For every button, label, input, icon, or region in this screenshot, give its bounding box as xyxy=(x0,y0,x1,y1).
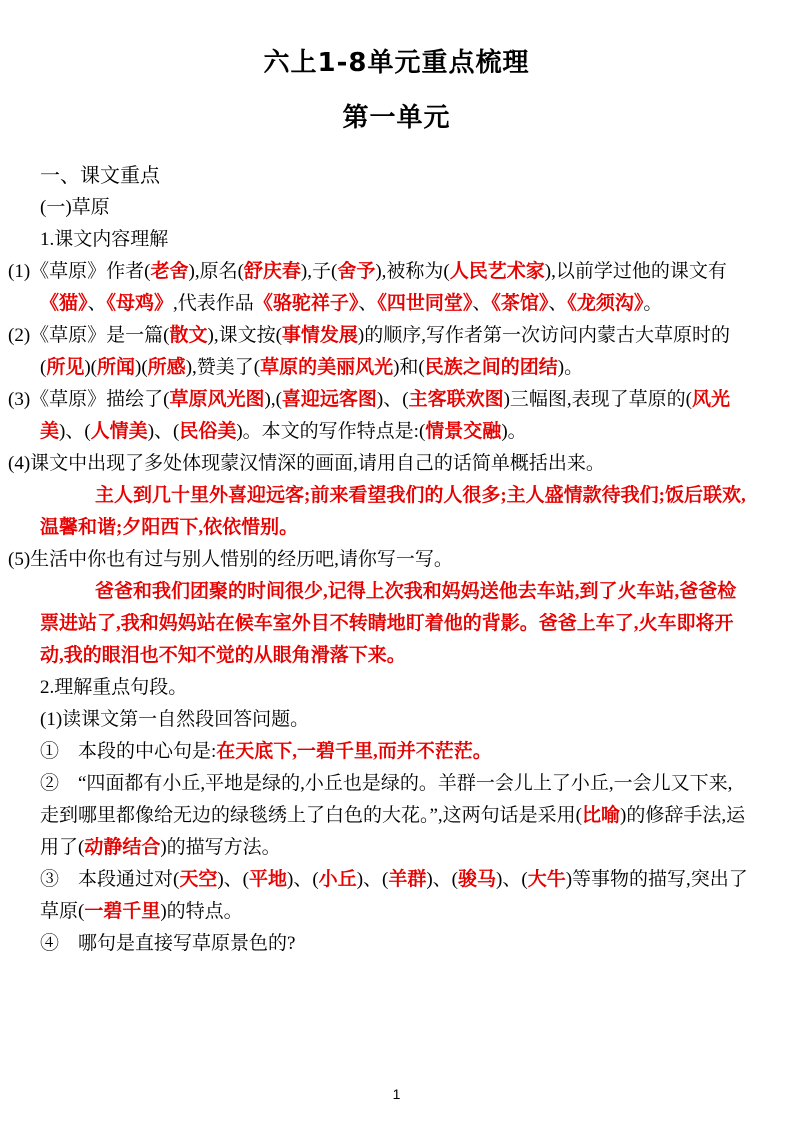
highlighted-answer-text: 风光美 xyxy=(40,389,731,442)
highlighted-answer-text: 一碧千里 xyxy=(84,901,161,922)
highlighted-answer-text: 主人到几十里外喜迎远客;前来看望我们的人很多;主人盛情款待我们;饭后联欢,温馨和谐;夕阳西下,依依惜别。 xyxy=(40,485,746,538)
body-text: ③ 本段通过对( xyxy=(40,869,180,890)
body-text: ② “四面都有小丘,平地是绿的,小丘也是绿的。羊群一会儿上了小丘,一会儿又下来,走到哪里都像给无边的绿毯绣上了白色的大花。”,这两句话是采用( xyxy=(40,773,733,826)
body-text: )、( xyxy=(217,869,249,890)
body-text: 、 xyxy=(548,293,568,314)
body-text: )和( xyxy=(393,357,425,378)
body-text: ),( xyxy=(264,389,282,410)
body-text: (4)课文中出现了多处体现蒙汉情深的画面,请用自己的话简单概括出来。 xyxy=(8,453,605,474)
highlighted-answer-text: 所闻 xyxy=(97,357,136,378)
subitem-rhetoric xyxy=(40,768,749,864)
subitem-direct-scenery-question xyxy=(40,928,749,960)
highlighted-answer-text: 民俗美 xyxy=(179,421,237,442)
highlighted-answer-text: 平地 xyxy=(249,869,288,890)
body-text: )。 xyxy=(501,421,527,442)
highlighted-answer-text: 《龙须沟》 xyxy=(567,293,644,314)
document-body xyxy=(8,160,749,960)
section-heading-kewen-zhongdian xyxy=(40,160,749,192)
body-text: (5)生活中你也有过与别人惜别的经历吧,请你写一写。 xyxy=(8,549,453,570)
para-read-first-paragraph xyxy=(40,704,749,736)
document-title: 六上1-8单元重点梳理 xyxy=(263,48,530,78)
highlighted-answer-text: 事情发展 xyxy=(281,325,358,346)
body-text: ),赞美了( xyxy=(185,357,261,378)
body-text: ),课文按( xyxy=(207,325,282,346)
body-text: )、( xyxy=(147,421,180,442)
para-three-pictures xyxy=(8,384,749,448)
body-text: 、 xyxy=(87,293,107,314)
highlighted-answer-text: 在天底下,一碧千里,而并不茫茫。 xyxy=(216,741,492,762)
body-text: ),以前学过他的课文有 xyxy=(544,261,727,282)
answer-farewell-experience xyxy=(40,576,749,672)
highlighted-answer-text: 喜迎远客图 xyxy=(281,389,377,410)
body-text: )、( xyxy=(287,869,319,890)
body-text: )、( xyxy=(426,869,459,890)
body-text: )的特点。 xyxy=(160,901,243,922)
body-text: 、 xyxy=(472,293,492,314)
body-text: )、( xyxy=(376,389,409,410)
body-text: )等事物的描写,突出了草原( xyxy=(40,869,748,922)
highlighted-answer-text: 《茶馆》 xyxy=(491,293,549,314)
body-text: ① 本段的中心句是: xyxy=(40,741,217,762)
highlighted-answer-text: 天空 xyxy=(179,869,218,890)
body-text: ),原名( xyxy=(188,261,244,282)
highlighted-answer-text: 草原的美丽风光 xyxy=(260,357,394,378)
highlighted-answer-text: 主客联欢图 xyxy=(408,389,504,410)
para-genre-structure xyxy=(8,320,749,384)
answer-menghan-scenes xyxy=(40,480,749,544)
body-text: )的修辞手法,运用了( xyxy=(40,805,746,858)
subsection-heading-caoyuan xyxy=(40,192,749,224)
unit-heading: 第一单元 xyxy=(342,103,451,133)
body-text: )、( xyxy=(496,869,528,890)
highlighted-answer-text: 《骆驼祥子》 xyxy=(253,293,359,314)
highlighted-answer-text: 舒庆春 xyxy=(243,261,301,282)
body-text: 1.课文内容理解 xyxy=(40,229,169,250)
body-text: )的描写方法。 xyxy=(160,837,281,858)
para-question-farewell xyxy=(8,544,749,576)
highlighted-answer-text: 人情美 xyxy=(90,421,148,442)
body-text: 、 xyxy=(358,293,378,314)
subitem-central-sentence xyxy=(40,736,749,768)
body-text: (2)《草原》是一篇( xyxy=(8,325,170,346)
body-text: )三幅图,表现了草原的( xyxy=(503,389,692,410)
highlighted-answer-text: 羊群 xyxy=(388,869,427,890)
highlighted-answer-text: 老舍 xyxy=(150,261,189,282)
highlighted-answer-text: 民族之间的团结 xyxy=(424,357,558,378)
highlighted-answer-text: 爸爸和我们团聚的时间很少,记得上次我和妈妈送他去车站,到了火车站,爸爸检票进站了,我和妈妈站在候车室外目不转睛地盯着他的背影。爸爸上车了,火车即将开动,我的眼泪也不知不觉的从眼角滑落下来。 xyxy=(40,581,737,666)
highlighted-answer-text: 动静结合 xyxy=(84,837,161,858)
highlighted-answer-text: 人民艺术家 xyxy=(449,261,545,282)
body-text: )的顺序,写作者第一次访问内蒙古大草原时的( xyxy=(40,325,731,378)
body-text: (1)读课文第一自然段回答问题。 xyxy=(40,709,310,730)
para-author-info xyxy=(8,256,749,320)
page-number: 1 xyxy=(392,1086,401,1102)
item-heading-key-sentences xyxy=(40,672,749,704)
highlighted-answer-text: 《母鸡》 xyxy=(106,293,174,314)
subitem-described-things xyxy=(40,864,749,928)
highlighted-answer-text: 《猫》 xyxy=(40,293,88,314)
highlighted-answer-text: 大牛 xyxy=(527,869,566,890)
body-text: ),子( xyxy=(300,261,338,282)
highlighted-answer-text: 草原风光图 xyxy=(169,389,265,410)
body-text: (3)《草原》描绘了( xyxy=(8,389,170,410)
body-text: 。 xyxy=(643,293,663,314)
highlighted-answer-text: 散文 xyxy=(169,325,208,346)
body-text: 2.理解重点句段。 xyxy=(40,677,188,698)
body-text: )( xyxy=(135,357,148,378)
body-text: ,代表作品 xyxy=(173,293,254,314)
body-text: )、( xyxy=(59,421,91,442)
body-text: )( xyxy=(84,357,97,378)
body-text: (一)草原 xyxy=(40,197,110,218)
body-text: )。本文的写作特点是:( xyxy=(236,421,426,442)
para-question-menghan xyxy=(8,448,749,480)
highlighted-answer-text: 小丘 xyxy=(318,869,357,890)
body-text: (1)《草原》作者( xyxy=(8,261,151,282)
body-text: 一、课文重点 xyxy=(40,165,160,187)
highlighted-answer-text: 情景交融 xyxy=(425,421,502,442)
highlighted-answer-text: 所感 xyxy=(147,357,186,378)
item-heading-content-comprehension xyxy=(40,224,749,256)
highlighted-answer-text: 《四世同堂》 xyxy=(377,293,473,314)
body-text: )、( xyxy=(356,869,389,890)
highlighted-answer-text: 舍予 xyxy=(337,261,376,282)
highlighted-answer-text: 所见 xyxy=(46,357,85,378)
body-text: )。 xyxy=(557,357,584,378)
highlighted-answer-text: 比喻 xyxy=(582,805,621,826)
body-text: ④ 哪句是直接写草原景色的? xyxy=(40,933,296,954)
body-text: ),被称为( xyxy=(375,261,450,282)
highlighted-answer-text: 骏马 xyxy=(458,869,497,890)
